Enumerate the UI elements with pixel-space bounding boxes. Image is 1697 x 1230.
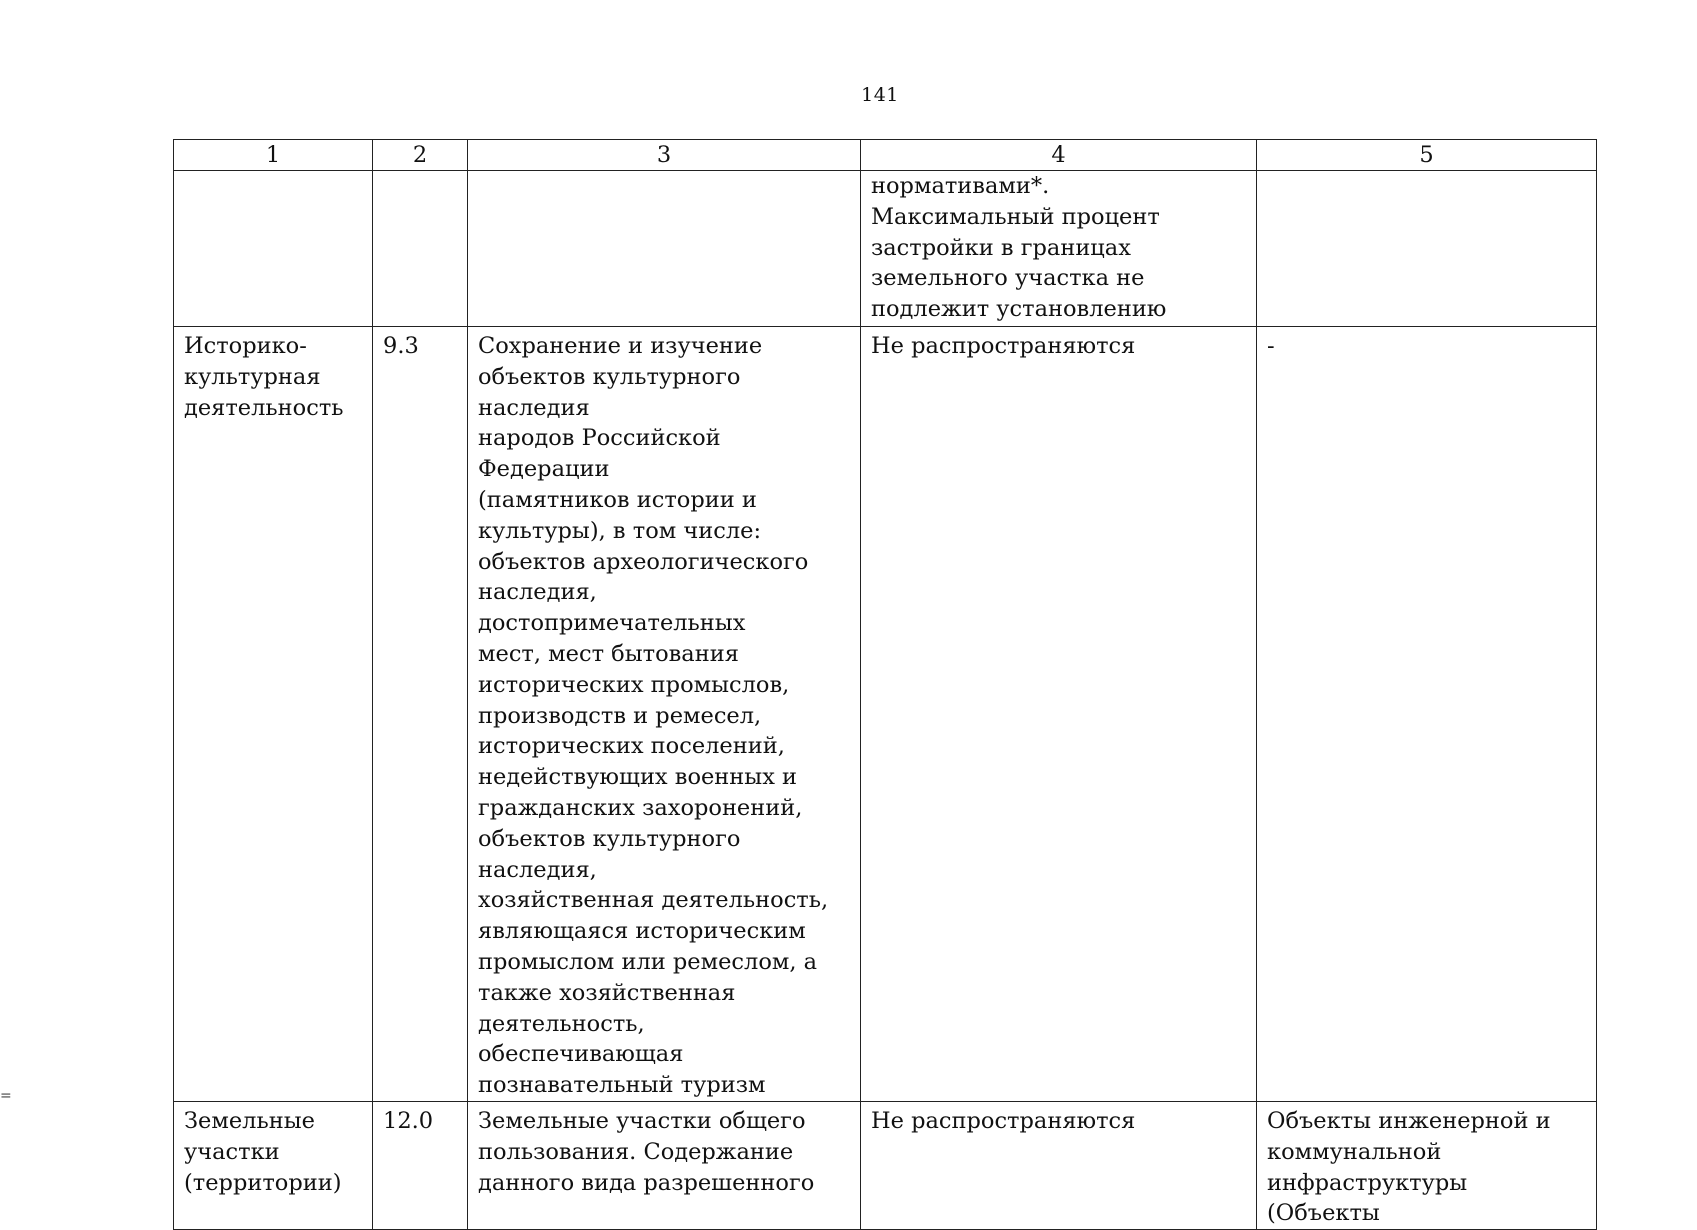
page-number: 141 bbox=[861, 84, 899, 106]
header-cell-1: 1 bbox=[174, 140, 373, 171]
header-cell-3: 3 bbox=[468, 140, 861, 171]
margin-mark: = bbox=[0, 1088, 12, 1104]
table-row bbox=[174, 171, 1597, 327]
cell-activity-name: Земельные участки (территории) bbox=[174, 1101, 373, 1229]
cell-description bbox=[468, 171, 861, 327]
header-cell-2: 2 bbox=[373, 140, 468, 171]
cell-auxiliary bbox=[1257, 171, 1597, 327]
cell-auxiliary: - bbox=[1257, 327, 1597, 1102]
cell-auxiliary: Объекты инженерной и коммунальной инфраструктуры (Объекты bbox=[1257, 1101, 1597, 1229]
cell-parameters: нормативами*. Максимальный процент застройки в границах земельного участка не подлежит установлению bbox=[861, 171, 1257, 327]
cell-parameters: Не распространяются bbox=[861, 327, 1257, 1102]
cell-parameters: Не распространяются bbox=[861, 1101, 1257, 1229]
table-row bbox=[174, 327, 1597, 1102]
table-row bbox=[174, 1101, 1597, 1229]
header-row bbox=[174, 140, 1597, 171]
cell-description: Земельные участки общего пользования. Содержание данного вида разрешенного bbox=[468, 1101, 861, 1229]
cell-description: Сохранение и изучение объектов культурного наследия народов Российской Федерации (памятников истории и культуры), в том числе: объектов археологического наследия, достопримечательных мест, мест бытования исторических промыслов, производств и ремесел, исторических поселений, недействующих военных и гражданских захоронений, объектов культурного наследия, хозяйственная деятельность, являющаяся историческим промыслом или ремеслом, а также хозяйственная деятельность, обеспечивающая познавательный туризм bbox=[468, 327, 861, 1102]
cell-activity-name: Историко- культурная деятельность bbox=[174, 327, 373, 1102]
header-cell-4: 4 bbox=[861, 140, 1257, 171]
cell-code bbox=[373, 171, 468, 327]
zoning-table bbox=[173, 139, 1597, 1230]
cell-activity-name bbox=[174, 171, 373, 327]
header-cell-5: 5 bbox=[1257, 140, 1597, 171]
cell-code: 9.3 bbox=[373, 327, 468, 1102]
cell-code: 12.0 bbox=[373, 1101, 468, 1229]
